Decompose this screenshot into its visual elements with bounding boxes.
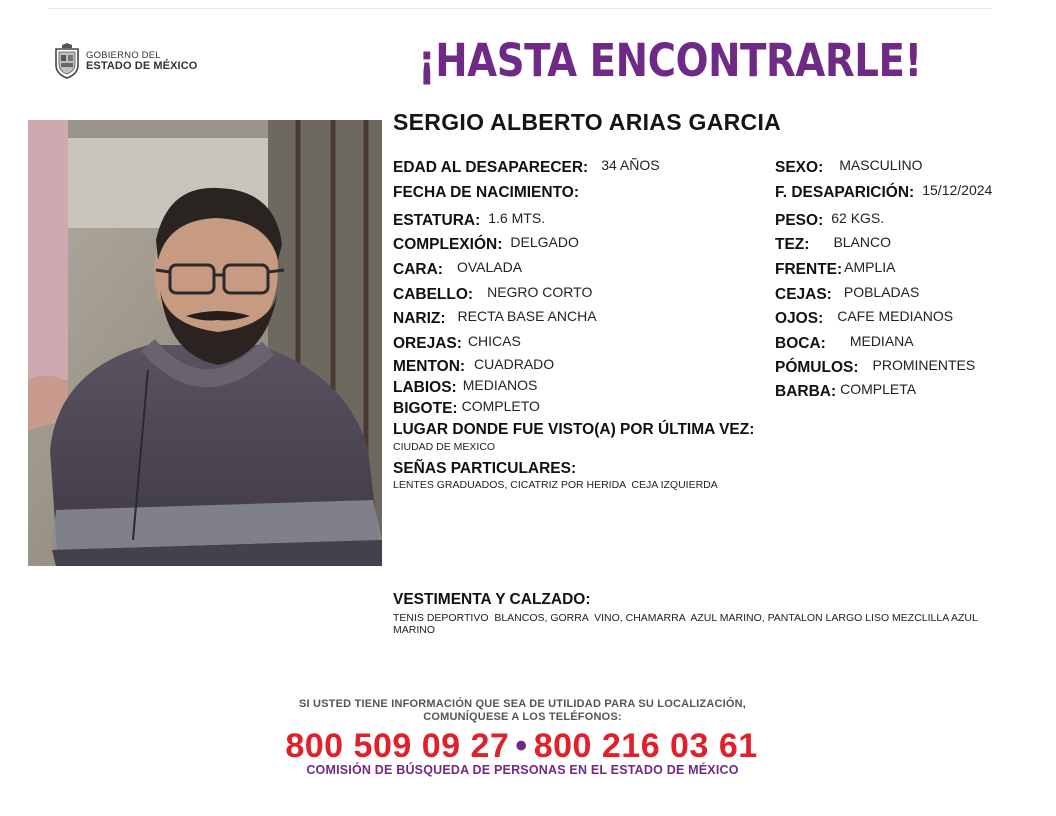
government-line1: GOBIERNO DEL (86, 50, 161, 61)
field-orejas: OREJAS: CHICAS (393, 333, 521, 352)
field-complexion: COMPLEXIÓN: DELGADO (393, 234, 579, 253)
government-logo (52, 43, 197, 79)
state-seal-icon (52, 43, 82, 79)
field-sexo: SEXO: MASCULINO (775, 157, 923, 176)
particular-signs-value: LENTES GRADUADOS, CICATRIZ POR HERIDA CEJA IZQUIERDA (393, 479, 718, 491)
field-barba: BARBA: COMPLETA (775, 381, 917, 400)
field-edad: EDAD AL DESAPARECER: 34 AÑOS (393, 157, 660, 176)
field-ojos: OJOS: CAFE MEDIANOS (775, 308, 954, 327)
particular-signs-label: SEÑAS PARTICULARES: (393, 460, 577, 477)
field-cejas: CEJAS: POBLADAS (775, 284, 920, 303)
phone-numbers (0, 727, 1043, 766)
top-divider (48, 8, 992, 9)
field-frente: FRENTE: AMPLIA (775, 259, 896, 278)
field-cara: CARA: OVALADA (393, 259, 523, 278)
field-boca: BOCA: MEDIANA (775, 333, 914, 352)
headline: ¡HASTA ENCONTRARLE! (418, 34, 922, 87)
field-cabello: CABELLO: NEGRO CORTO (393, 284, 593, 303)
person-name: SERGIO ALBERTO ARIAS GARCIA (393, 109, 782, 135)
government-line2: ESTADO DE MÉXICO (86, 60, 198, 72)
phone-2: 800 216 03 61 (533, 727, 758, 765)
field-fecha-nacimiento: FECHA DE NACIMIENTO: (393, 184, 579, 201)
clothing-line1: TENIS DEPORTIVO BLANCOS, GORRA VINO, CHAMARRA AZUL MARINO, PANTALON LARGO LISO MEZCLILLA AZUL (393, 612, 978, 624)
field-bigote: BIGOTE: COMPLETO (393, 398, 540, 417)
info-line1: SI USTED TIENE INFORMACIÓN QUE SEA DE UTILIDAD PARA SU LOCALIZACIÓN, (298, 698, 747, 710)
field-estatura: ESTATURA: 1.6 MTS. (393, 210, 546, 229)
field-nariz: NARIZ: RECTA BASE ANCHA (393, 308, 597, 327)
info-line2: COMUNÍQUESE A LOS TELÉFONOS: (423, 711, 622, 723)
phone-separator: • (515, 727, 528, 765)
field-menton: MENTON: CUADRADO (393, 356, 555, 375)
last-seen-value: CIUDAD DE MEXICO (393, 441, 496, 453)
phone-1: 800 509 09 27 (285, 727, 510, 765)
field-tez: TEZ: BLANCO (775, 234, 892, 253)
field-peso: PESO: 62 KGS. (775, 210, 885, 229)
commission-name: COMISIÓN DE BÚSQUEDA DE PERSONAS EN EL ESTADO DE MÉXICO (306, 763, 739, 777)
clothing-line2: MARINO (393, 624, 435, 636)
clothing-label: VESTIMENTA Y CALZADO: (393, 591, 591, 608)
person-photo (28, 120, 382, 566)
last-seen-label: LUGAR DONDE FUE VISTO(A) POR ÚLTIMA VEZ: (393, 421, 755, 438)
field-pomulos: PÓMULOS: PROMINENTES (775, 357, 976, 376)
field-labios: LABIOS: MEDIANOS (393, 377, 538, 396)
field-f-desaparicion: F. DESAPARICIÓN: 15/12/2024 (775, 182, 993, 201)
